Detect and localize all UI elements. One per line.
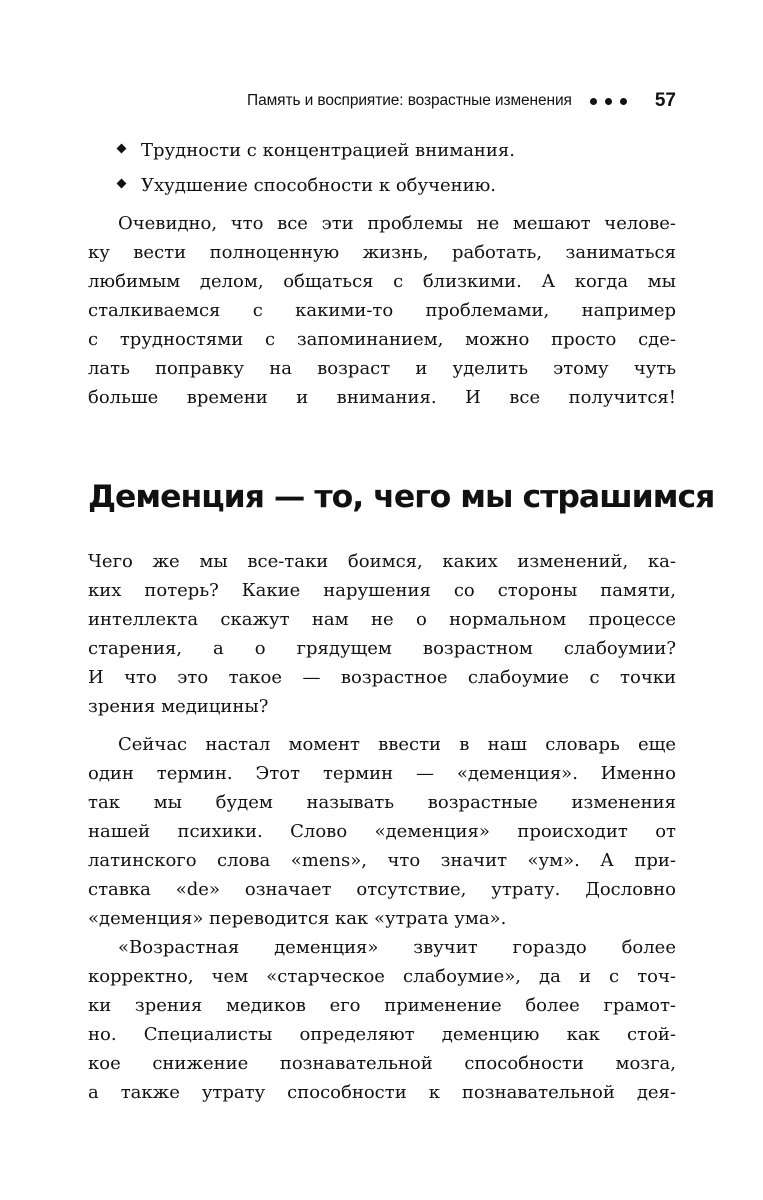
text-line: интеллекта скажут нам не о нормальном процессе (88, 609, 676, 630)
diamond-bullet-icon (117, 144, 127, 154)
text-line: один термин. Этот термин — «деменция». Именно (88, 763, 676, 784)
text-line: зрения медицины? (88, 696, 269, 717)
paragraph-term-definition (88, 730, 676, 933)
running-title: Память и восприятие: возрастные изменения (247, 92, 572, 109)
text-line: Сейчас настал момент ввести в наш словарь еще (118, 734, 676, 755)
text-line: ки зрения медиков его применение более грамот- (88, 995, 676, 1016)
dot-ornament (590, 98, 597, 105)
text-line: но. Специалисты определяют деменцию как стой- (88, 1024, 676, 1045)
text-line: больше времени и внимания. И все получится! (88, 387, 676, 408)
dot-ornament (605, 98, 612, 105)
text-line: ставка «de» означает отсутствие, утрату. Дословно (88, 879, 676, 900)
paragraph-conclusion (88, 209, 676, 412)
bullet-list (88, 136, 676, 206)
text-line: ких потерь? Какие нарушения со стороны памяти, (88, 580, 676, 601)
bullet-text: Ухудшение способности к обучению. (141, 175, 497, 196)
text-line: сталкиваемся с какими-то проблемами, например (88, 300, 676, 321)
text-line: И что это такое — возрастное слабоумие с точки (88, 667, 676, 688)
text-line: Очевидно, что все эти проблемы не мешают челове- (118, 213, 676, 234)
running-header (88, 88, 676, 114)
text-line: так мы будем называть возрастные изменения (88, 792, 676, 813)
text-line: а также утрату способности к познавательной дея- (88, 1082, 676, 1103)
bullet-item (88, 136, 676, 171)
text-line: «деменция» переводится как «утрата ума». (88, 908, 507, 929)
text-line: ку вести полноценную жизнь, работать, заниматься (88, 242, 676, 263)
text-line: «Возрастная деменция» звучит гораздо более (118, 937, 676, 958)
text-line: Чего же мы все-таки боимся, каких изменений, ка- (88, 551, 676, 572)
text-line: любимым делом, общаться с близкими. А когда мы (88, 271, 676, 292)
diamond-bullet-icon (117, 179, 127, 189)
paragraph-medical-term (88, 933, 676, 1107)
text-line: нашей психики. Слово «деменция» происходит от (88, 821, 676, 842)
bullet-text: Трудности с концентрацией внимания. (141, 140, 515, 161)
text-line: латинского слова «mens», что значит «ум». А при- (88, 850, 676, 871)
dot-ornament (620, 98, 627, 105)
text-line: корректно, чем «старческое слабоумие», да и с точ- (88, 966, 676, 987)
text-line: кое снижение познавательной способности мозга, (88, 1053, 676, 1074)
header-dots-ornament (586, 98, 631, 105)
page-number: 57 (654, 90, 676, 111)
text-line: лать поправку на возраст и уделить этому чуть (88, 358, 676, 379)
bullet-item (88, 171, 676, 206)
paragraph-questions (88, 547, 676, 721)
text-line: старения, а о грядущем возрастном слабоумии? (88, 638, 676, 659)
text-line: с трудностями с запоминанием, можно просто сде- (88, 329, 676, 350)
section-heading: Деменция — то, чего мы страшимся (88, 479, 715, 515)
